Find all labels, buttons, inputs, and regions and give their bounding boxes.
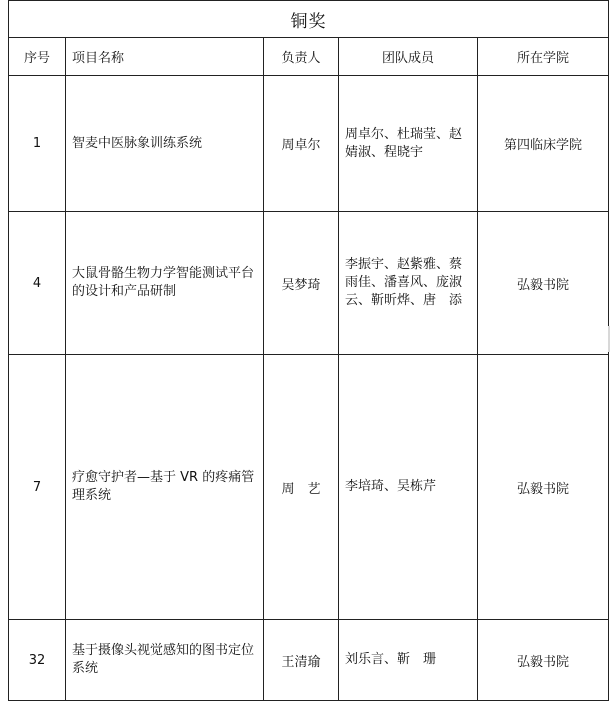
cell-seq: 4: [9, 212, 66, 355]
table-row: [9, 212, 609, 355]
cell-college: 第四临床学院: [478, 76, 609, 212]
header-team: 团队成员: [339, 38, 478, 76]
header-project: 项目名称: [66, 38, 264, 76]
header-seq: 序号: [9, 38, 66, 76]
cell-leader: 王清瑜: [264, 620, 339, 701]
table-row: [9, 355, 609, 620]
header-college: 所在学院: [478, 38, 609, 76]
cell-project: 基于摄像头视觉感知的图书定位系统: [66, 620, 264, 701]
cell-seq: 32: [9, 620, 66, 701]
cell-college: 弘毅书院: [478, 355, 609, 620]
cell-team: 李振宇、赵紫雅、蔡雨佳、潘喜风、庞淑云、靳昕烨、唐 添: [339, 212, 478, 355]
cell-college: 弘毅书院: [478, 212, 609, 355]
cell-project: 智麦中医脉象训练系统: [66, 76, 264, 212]
cell-team: 周卓尔、杜瑞莹、赵婧淑、程晓宇: [339, 76, 478, 212]
cell-leader: 周 艺: [264, 355, 339, 620]
award-table: [8, 37, 609, 701]
cell-seq: 1: [9, 76, 66, 212]
header-leader: 负责人: [264, 38, 339, 76]
award-title: 铜奖: [8, 0, 609, 38]
cell-team: 李培琦、吴栋芹: [339, 355, 478, 620]
cell-team: 刘乐言、靳 珊: [339, 620, 478, 701]
cell-college: 弘毅书院: [478, 620, 609, 701]
cell-leader: 吴梦琦: [264, 212, 339, 355]
header-row: [9, 38, 609, 76]
cell-project: 大鼠骨骼生物力学智能测试平台的设计和产品研制: [66, 212, 264, 355]
table-row: [9, 620, 609, 701]
cell-leader: 周卓尔: [264, 76, 339, 212]
cell-seq: 7: [9, 355, 66, 620]
cell-project: 疗愈守护者—基于 VR 的疼痛管理系统: [66, 355, 264, 620]
table-row: [9, 76, 609, 212]
